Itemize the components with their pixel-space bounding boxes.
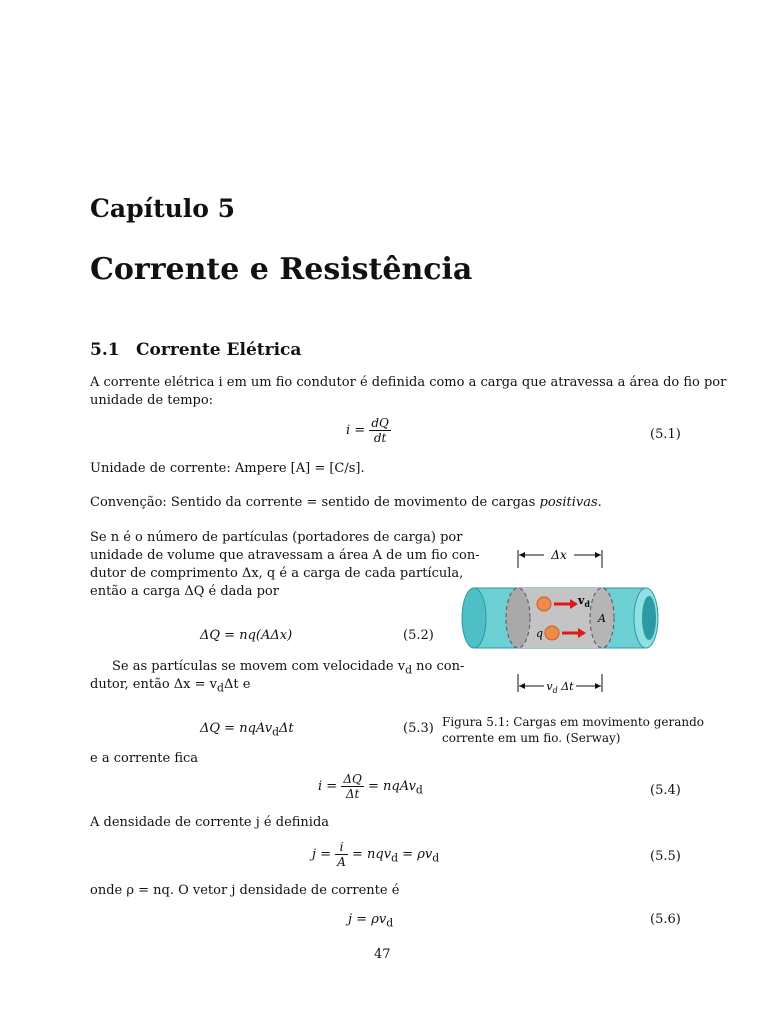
- eq-expr-end: Δt: [279, 721, 294, 736]
- column-line: dutor de comprimento Δx, q é a carga de cada partícula,: [90, 566, 464, 581]
- eq-lhs: i =: [318, 779, 338, 794]
- delta-x-label: Δx: [551, 548, 567, 562]
- eq-fraction: [335, 840, 348, 869]
- eq-sub: d: [391, 851, 399, 865]
- column-line: Se n é o número de partículas (portadores de carga) por: [90, 530, 463, 545]
- column-line: unidade de volume que atravessam a área A de um fio con-: [90, 548, 480, 563]
- charge-icon: [537, 597, 551, 611]
- unit-text: Unidade de corrente: Ampere [A] = [C/s].: [90, 461, 365, 476]
- eq-fraction: [341, 772, 364, 801]
- eq-numerator: ΔQ: [343, 772, 362, 786]
- chapter-label: Capítulo 5: [90, 194, 236, 223]
- charge-label: q: [536, 627, 544, 640]
- drift-velocity-label: $v_d$: [578, 594, 590, 609]
- velocity-text: dutor, então Δx = v: [90, 677, 218, 692]
- equation-5-3: [200, 721, 294, 739]
- convention-emphasis: positivas: [539, 495, 598, 510]
- equation-number: (5.2): [403, 628, 434, 643]
- page-number: 47: [374, 947, 391, 962]
- velocity-sub: d: [217, 681, 224, 695]
- eq-numerator: dQ: [371, 416, 389, 430]
- eq-expr: ΔQ = nq(AΔx): [200, 628, 293, 643]
- eq-denominator: Δt: [345, 787, 360, 801]
- density-text: A densidade de corrente j é definida: [90, 815, 330, 830]
- figure-caption: [442, 714, 704, 746]
- equation-number: (5.1): [650, 427, 681, 442]
- equation-number: (5.5): [650, 849, 681, 864]
- equation-5-4: [318, 772, 423, 801]
- velocity-text-end: Δt e: [223, 677, 251, 692]
- eq-sub: d: [415, 783, 423, 797]
- velocity-text-end: no con-: [412, 659, 465, 674]
- convention-prefix: Convenção: Sentido da corrente = sentido de movimento de cargas: [90, 495, 536, 510]
- section-title: Corrente Elétrica: [136, 340, 302, 360]
- section-number: 5.1: [90, 340, 120, 360]
- equation-5-5: [312, 840, 439, 869]
- eq-denominator: dt: [373, 431, 387, 445]
- eq-lhs: i =: [346, 423, 366, 438]
- charge-icon: [545, 626, 559, 640]
- convention-text: Convenção: Sentido da corrente = sentido de movimento de cargas positivas.: [90, 495, 602, 510]
- eq-lhs: j =: [312, 847, 332, 862]
- eq-numerator: i: [335, 840, 348, 855]
- wire-figure: [460, 544, 672, 694]
- eq-rhs: = ρv: [398, 847, 433, 862]
- eq-rhs: = nqAv: [367, 779, 416, 794]
- equation-5-6: [348, 912, 393, 930]
- caption-line: corrente em um fio. (Serway): [442, 731, 621, 745]
- eq-sub: d: [432, 851, 440, 865]
- eq-rhs: = nqv: [352, 847, 392, 862]
- eq-sub: d: [386, 916, 394, 930]
- velocity-sub: d: [405, 663, 412, 677]
- current-text: e a corrente fica: [90, 751, 199, 766]
- vector-text: onde ρ = nq. O vetor j densidade de corrente é: [90, 883, 400, 898]
- area-label: A: [598, 612, 606, 625]
- vd-dt-label: $v_d$ Δt: [546, 680, 574, 694]
- equation-number: (5.6): [650, 912, 681, 927]
- eq-expr: ΔQ = nqAv: [200, 721, 273, 736]
- equation-number: (5.3): [403, 721, 434, 736]
- eq-denominator: A: [337, 855, 346, 869]
- column-line: então a carga ΔQ é dada por: [90, 584, 279, 599]
- equation-5-1: [346, 416, 391, 445]
- eq-expr: j = ρv: [348, 912, 387, 927]
- velocity-line: [90, 676, 250, 698]
- equation-5-2: [200, 628, 292, 643]
- equation-number: (5.4): [650, 783, 681, 798]
- velocity-text: Se as partículas se movem com velocidade v: [112, 659, 406, 674]
- eq-fraction: [369, 416, 391, 445]
- chapter-title: Corrente e Resistência: [90, 252, 473, 287]
- paragraph-line: A corrente elétrica i em um fio condutor é definida como a carga que atravessa a área do fio por: [90, 375, 727, 390]
- section-heading: [90, 340, 301, 360]
- paragraph-line: unidade de tempo:: [90, 393, 214, 408]
- caption-line: Figura 5.1: Cargas em movimento gerando: [442, 715, 704, 729]
- eq-sub: d: [272, 725, 280, 739]
